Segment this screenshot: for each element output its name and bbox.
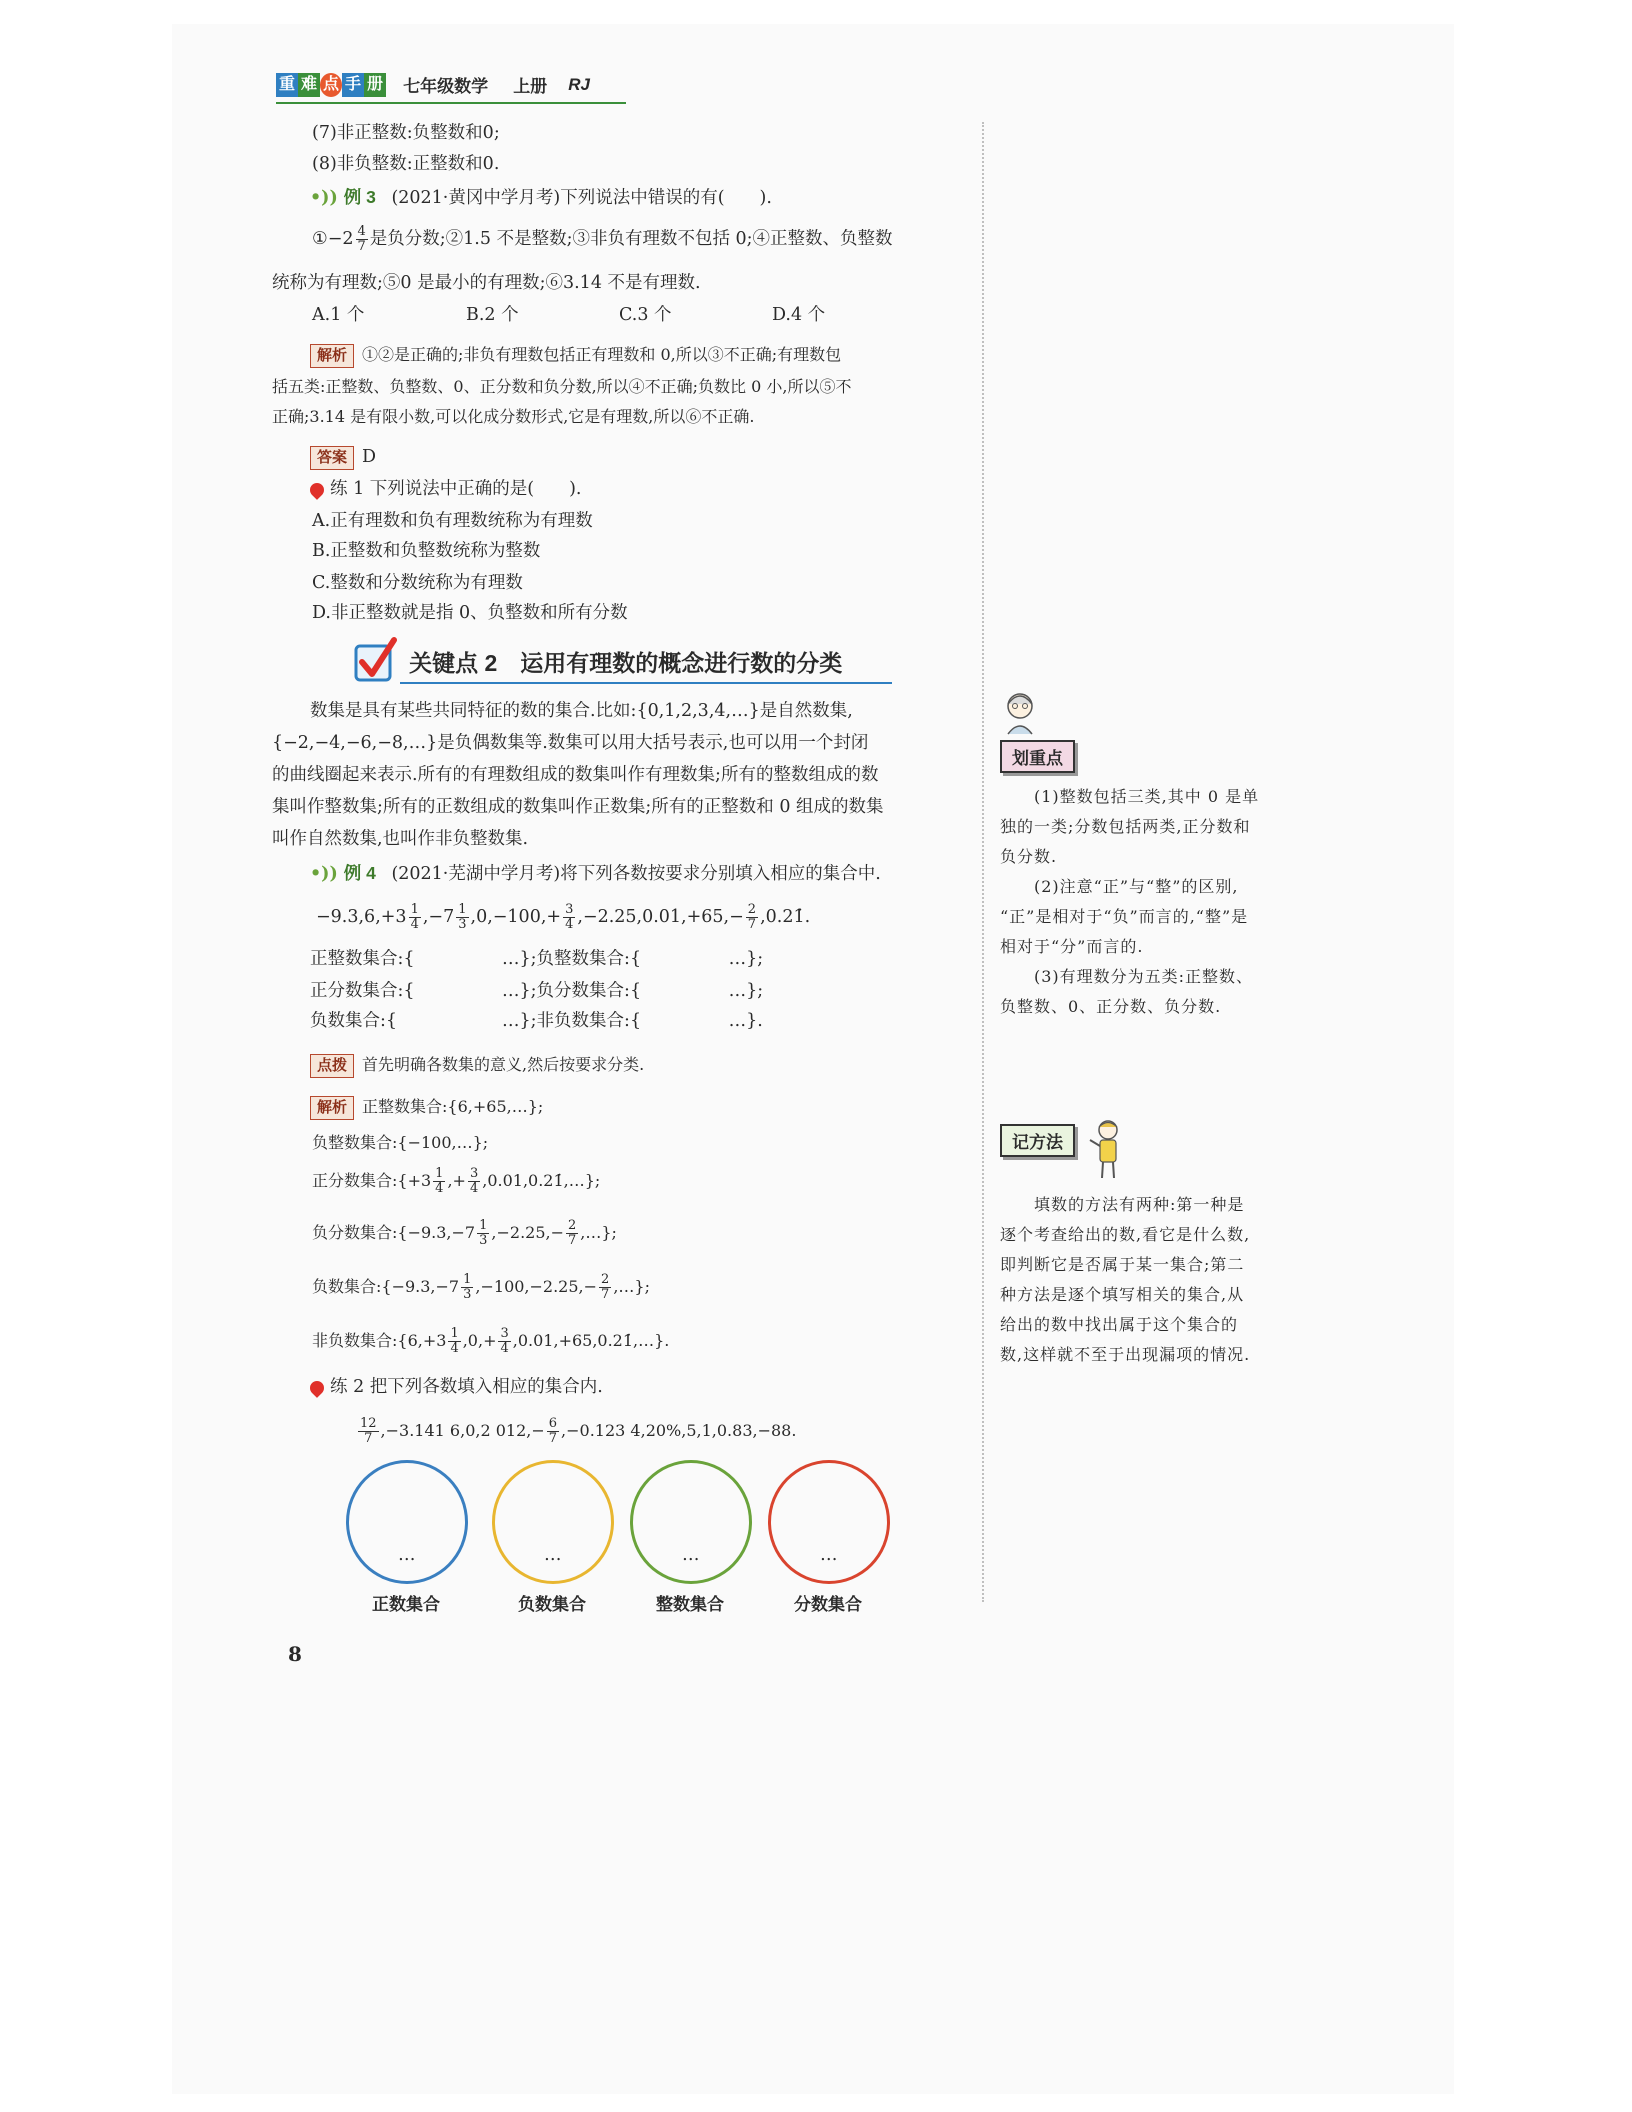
intro-line-4: 集叫作整数集;所有的正数组成的数集叫作正数集;所有的正整数和 0 组成的数集 bbox=[272, 797, 884, 817]
method-6: 数,这样就不至于出现漏项的情况. bbox=[1000, 1345, 1251, 1364]
blank-row-3: 负数集合:{ …};非负数集合:{ …}. bbox=[310, 1011, 763, 1031]
line-8: (8)非负整数:正整数和0. bbox=[312, 154, 500, 174]
intro-line-3: 的曲线圈起来表示.所有的有理数组成的数集叫作有理数集;所有的整数组成的数 bbox=[272, 765, 879, 785]
numerator: 1 bbox=[463, 1272, 472, 1287]
example3-title bbox=[310, 182, 772, 213]
denominator: 7 bbox=[601, 1287, 610, 1302]
answer-text: ,0,+ bbox=[462, 1331, 497, 1350]
focus-2c: 相对于“分”而言的. bbox=[1000, 937, 1144, 956]
fraction bbox=[433, 1167, 445, 1196]
fraction bbox=[746, 903, 758, 932]
practice1-option-a: A.正有理数和负有理数统称为有理数 bbox=[312, 511, 593, 531]
practice1-option-d: D.非正整数就是指 0、负整数和所有分数 bbox=[312, 603, 628, 623]
num-part-c: ,0,−100,+ bbox=[470, 907, 562, 927]
fraction bbox=[566, 1219, 578, 1248]
example3-analysis-l3: 正确;3.14 是有限小数,可以化成分数形式,它是有理数,所以⑥不正确. bbox=[272, 407, 755, 426]
example3-option-c: C.3 个 bbox=[619, 305, 672, 325]
hint-tag: 点拨 bbox=[310, 1054, 354, 1078]
logo-char: 点 bbox=[320, 73, 342, 97]
example4-analysis bbox=[310, 1092, 543, 1122]
set-circle-dots: … bbox=[820, 1545, 838, 1565]
practice2-title bbox=[310, 1372, 603, 1402]
denominator: 4 bbox=[565, 917, 574, 932]
fraction bbox=[468, 1167, 480, 1196]
analysis-text: ①②是正确的;非负有理数包括正有理数和 0,所以③不正确;有理数包 bbox=[362, 345, 842, 364]
fraction bbox=[409, 903, 421, 932]
denominator: 4 bbox=[469, 1181, 479, 1196]
set-circle-dots: … bbox=[544, 1545, 562, 1565]
header bbox=[276, 72, 590, 102]
numerator: 1 bbox=[435, 1166, 444, 1181]
answer-text: ,…}; bbox=[613, 1277, 650, 1296]
numerator: 2 bbox=[568, 1218, 577, 1233]
intro-line-1: 数集是具有某些共同特征的数的集合.比如:{0,1,2,3,4,…}是自然数集, bbox=[310, 701, 853, 721]
answer-text: ,+ bbox=[447, 1171, 466, 1190]
num-part-d: ,−2.25,0.01,+65,− bbox=[577, 907, 744, 927]
denominator: 4 bbox=[450, 1341, 459, 1356]
logo-char: 手 bbox=[342, 73, 364, 97]
practice1-title-text: 练 1 下列说法中正确的是( ). bbox=[330, 479, 582, 499]
method-1: 填数的方法有两种:第一种是 bbox=[1034, 1195, 1245, 1214]
denominator: 7 bbox=[357, 239, 366, 254]
blank-row-2: 正分数集合:{ …};负分数集合:{ …}; bbox=[310, 981, 764, 1001]
answer-text: ,−100,−2.25,− bbox=[475, 1277, 598, 1296]
numerator: 1 bbox=[479, 1218, 488, 1233]
denominator: 7 bbox=[364, 1431, 373, 1446]
answer-text: 正分数集合:{+3 bbox=[312, 1171, 432, 1190]
denominator: 7 bbox=[568, 1233, 577, 1248]
fraction bbox=[448, 1327, 460, 1356]
denominator: 7 bbox=[747, 917, 757, 932]
numerator: 1 bbox=[450, 1326, 459, 1341]
answer-neg bbox=[312, 1272, 650, 1302]
example3-source: (2021·黄冈中学月考)下列说法中错误的有( ). bbox=[391, 188, 772, 208]
column-divider bbox=[982, 122, 984, 1602]
example4-label: 例 4 bbox=[343, 863, 376, 883]
fraction bbox=[358, 1417, 379, 1446]
header-edition: RJ bbox=[568, 74, 591, 94]
set-circle-dots: … bbox=[682, 1545, 700, 1565]
method-5: 给出的数中找出属于这个集合的 bbox=[1000, 1315, 1239, 1334]
answer-text: 负分数集合:{−9.3,−7 bbox=[312, 1223, 476, 1242]
example4-title bbox=[310, 858, 881, 889]
answer-value: D bbox=[362, 447, 377, 467]
fraction bbox=[547, 1417, 559, 1446]
answer-tag: 答案 bbox=[310, 446, 354, 470]
example3-stmt-post: 是负分数;②1.5 不是整数;③非负有理数不包括 0;④正整数、负整数 bbox=[369, 229, 893, 249]
set-label-positive: 正数集合 bbox=[372, 1595, 440, 1614]
line-7: (7)非正整数:负整数和0; bbox=[312, 123, 500, 143]
method-2: 逐个考查给出的数,看它是什么数, bbox=[1000, 1225, 1251, 1244]
keypoint-underline bbox=[400, 682, 892, 684]
example3-option-a: A.1 个 bbox=[312, 305, 365, 325]
focus-1c: 负分数. bbox=[1000, 847, 1058, 866]
focus-2b: “正”是相对于“负”而言的,“整”是 bbox=[1000, 907, 1249, 926]
analysis-tag: 解析 bbox=[310, 1096, 354, 1120]
denominator: 3 bbox=[463, 1287, 472, 1302]
fraction bbox=[456, 903, 468, 932]
example3-option-d: D.4 个 bbox=[772, 305, 826, 325]
numerator: 1 bbox=[458, 902, 467, 917]
logo-char: 重 bbox=[276, 73, 298, 97]
blank-row-1: 正整数集合:{ …};负整数集合:{ …}; bbox=[310, 949, 764, 969]
numerator: 1 bbox=[410, 902, 419, 917]
num-part-b: ,−7 bbox=[422, 907, 455, 927]
set-label-negative: 负数集合 bbox=[518, 1595, 586, 1614]
fraction bbox=[477, 1219, 489, 1248]
answer-nonneg bbox=[312, 1326, 669, 1356]
logo-char: 难 bbox=[298, 73, 320, 97]
answer-text: 负数集合:{−9.3,−7 bbox=[312, 1277, 460, 1296]
logo-char: 册 bbox=[364, 73, 386, 97]
method-tag bbox=[1000, 1124, 1075, 1157]
example3-statement bbox=[312, 224, 893, 254]
answer-text: ,…}; bbox=[580, 1223, 617, 1242]
example3-answer bbox=[310, 442, 376, 472]
pin-icon bbox=[307, 1378, 327, 1398]
denominator: 4 bbox=[435, 1181, 444, 1196]
focus-tag-label: 划重点 bbox=[1000, 740, 1075, 773]
focus-tag bbox=[1000, 740, 1075, 773]
fraction bbox=[498, 1327, 510, 1356]
intro-line-5: 叫作自然数集,也叫作非负整数集. bbox=[272, 829, 529, 849]
practice2-numbers bbox=[356, 1416, 796, 1446]
example4-source: (2021·芜湖中学月考)将下列各数按要求分别填入相应的集合中. bbox=[391, 864, 881, 884]
focus-3a: (3)有理数分为五类:正整数、 bbox=[1034, 967, 1254, 986]
focus-1a: (1)整数包括三类,其中 0 是单 bbox=[1034, 787, 1260, 806]
answer-text: ,0.01,+65,0.21̇,…}. bbox=[512, 1331, 670, 1350]
example3-analysis-l2: 括五类:正整数、负整数、0、正分数和负分数,所以④不正确;负数比 0 小,所以⑤不 bbox=[272, 377, 852, 396]
practice2-numbers-post: ,−0.123 4,20%,5,1,0.83,−88. bbox=[561, 1421, 797, 1440]
method-tag-label: 记方法 bbox=[1000, 1124, 1075, 1157]
intro-line-2: {−2,−4,−6,−8,…}是负偶数集等.数集可以用大括号表示,也可以用一个封闭 bbox=[272, 733, 869, 753]
num-part-e: ,0.21̇. bbox=[760, 907, 811, 927]
fraction bbox=[599, 1273, 611, 1302]
keypoint-heading bbox=[352, 636, 842, 686]
practice2-title-text: 练 2 把下列各数填入相应的集合内. bbox=[330, 1377, 603, 1397]
numerator: 4 bbox=[357, 224, 366, 239]
example3-option-b: B.2 个 bbox=[466, 305, 519, 325]
page-number: 8 bbox=[288, 1642, 302, 1666]
practice1-option-c: C.整数和分数统称为有理数 bbox=[312, 573, 523, 593]
example3-stmt-pre: ①−2 bbox=[312, 229, 354, 249]
answer-neg-frac bbox=[312, 1218, 617, 1248]
denominator: 4 bbox=[500, 1341, 509, 1356]
keypoint-title: 关键点 2 运用有理数的概念进行数的分类 bbox=[409, 649, 843, 676]
example3-statement-line2: 统称为有理数;⑤0 是最小的有理数;⑥3.14 不是有理数. bbox=[272, 273, 701, 293]
teacher-avatar-icon bbox=[1000, 690, 1040, 736]
set-label-fraction: 分数集合 bbox=[794, 1595, 862, 1614]
answer-neg-int: 负整数集合:{−100,…}; bbox=[312, 1133, 489, 1152]
hint-text: 首先明确各数集的意义,然后按要求分类. bbox=[362, 1055, 645, 1074]
focus-2a: (2)注意“正”与“整”的区别, bbox=[1034, 877, 1239, 896]
answer-text: ,−2.25,− bbox=[491, 1223, 564, 1242]
header-volume: 上册 bbox=[513, 77, 548, 96]
checkbox-icon bbox=[352, 636, 398, 686]
practice2-numbers-mid: ,−3.141 6,0,2 012,− bbox=[380, 1421, 545, 1440]
fraction bbox=[356, 225, 368, 254]
focus-3b: 负整数、0、正分数、负分数. bbox=[1000, 997, 1222, 1016]
focus-1b: 独的一类;分数包括两类,正分数和 bbox=[1000, 817, 1251, 836]
answer-pos-frac bbox=[312, 1166, 600, 1196]
speaker-icon: •)) bbox=[310, 188, 338, 208]
practice1-title bbox=[310, 474, 581, 504]
student-figure-icon bbox=[1088, 1118, 1128, 1182]
denominator: 3 bbox=[479, 1233, 488, 1248]
fraction bbox=[461, 1273, 473, 1302]
pin-icon bbox=[307, 480, 327, 500]
numerator: 3 bbox=[565, 902, 574, 917]
denominator: 4 bbox=[410, 917, 419, 932]
numerator: 6 bbox=[548, 1416, 558, 1431]
example3-analysis-l1 bbox=[310, 340, 841, 370]
fraction bbox=[563, 903, 575, 932]
header-rule bbox=[276, 102, 626, 104]
denominator: 7 bbox=[548, 1431, 558, 1446]
speaker-icon: •)) bbox=[310, 864, 338, 884]
numerator: 3 bbox=[500, 1326, 509, 1341]
method-3: 即判断它是否属于某一集合;第二 bbox=[1000, 1255, 1245, 1274]
set-label-integer: 整数集合 bbox=[656, 1595, 724, 1614]
set-circle-dots: … bbox=[398, 1545, 416, 1565]
practice1-option-b: B.正整数和负整数统称为整数 bbox=[312, 541, 541, 561]
num-part-a: −9.3,6,+3 bbox=[316, 907, 407, 927]
example4-hint bbox=[310, 1050, 644, 1080]
header-logo bbox=[276, 73, 386, 97]
header-subtitle: 七年级数学 bbox=[403, 77, 489, 96]
example4-numbers bbox=[316, 902, 810, 932]
method-4: 种方法是逐个填写相关的集合,从 bbox=[1000, 1285, 1245, 1304]
answer-text: ,0.01,0.21̇,…}; bbox=[482, 1171, 601, 1190]
analysis-tag: 解析 bbox=[310, 344, 354, 368]
denominator: 3 bbox=[458, 917, 467, 932]
answer-pos-int: 正整数集合:{6,+65,…}; bbox=[362, 1097, 544, 1116]
numerator: 2 bbox=[601, 1272, 610, 1287]
example3-label: 例 3 bbox=[343, 187, 376, 207]
numerator: 2 bbox=[747, 902, 757, 917]
answer-text: 非负数集合:{6,+3 bbox=[312, 1331, 447, 1350]
numerator: 12 bbox=[360, 1416, 377, 1431]
numerator: 3 bbox=[469, 1166, 479, 1181]
